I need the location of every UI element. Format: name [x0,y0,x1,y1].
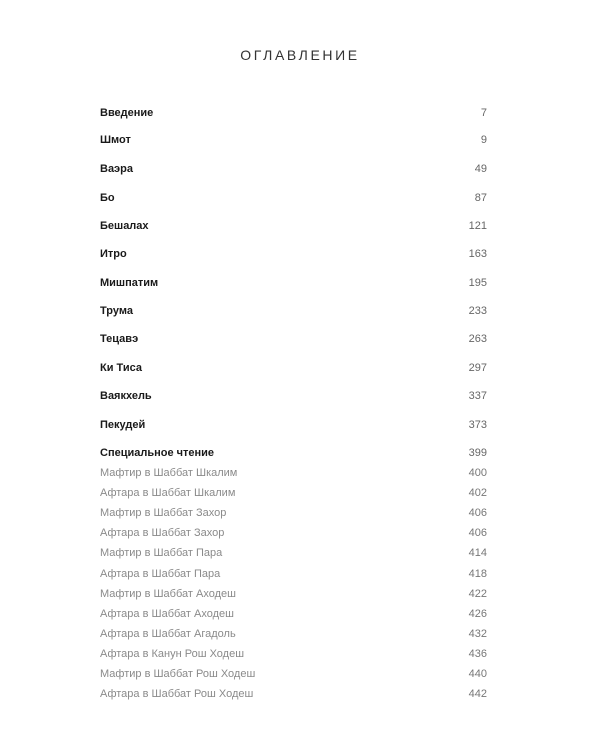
toc-entry[interactable] [100,104,487,122]
dot-leader [157,104,465,122]
toc-entry-page-number: 400 [468,467,487,479]
toc-entry-page-number: 440 [468,668,487,680]
toc-entry-title: Мафтир в Шаббат Аходеш [100,585,240,603]
toc-entry-page-number: 406 [468,507,487,519]
toc-entry-title: Тецавэ [100,330,142,348]
toc-entry[interactable] [100,131,487,149]
toc-entry-title: Афтара в Шаббат Шкалим [100,484,239,502]
toc-entry[interactable] [100,302,487,320]
toc-entry-title: Афтара в Шаббат Агадоль [100,625,240,643]
toc-entry-page-number: 49 [474,163,487,175]
dot-leader [259,665,464,683]
dot-leader [224,565,464,583]
toc-entry[interactable] [100,565,487,583]
toc-entry-page-number: 7 [480,107,487,119]
toc-entry-page-number: 9 [480,134,487,146]
toc-entry[interactable] [100,387,487,405]
toc-entry-title: Мафтир в Шаббат Пара [100,544,226,562]
toc-entry-title: Афтара в Шаббат Захор [100,524,228,542]
toc-entry-title: Мафтир в Шаббат Шкалим [100,464,241,482]
toc-entry[interactable] [100,330,487,348]
dot-leader [239,484,464,502]
toc-entry-page-number: 337 [468,390,487,402]
toc-entry[interactable] [100,217,487,235]
toc-entry-title: Трума [100,302,137,320]
toc-entry[interactable] [100,524,487,542]
toc-entry[interactable] [100,544,487,562]
toc-entry-page-number: 399 [468,447,487,459]
toc-entry-page-number: 414 [468,547,487,559]
toc-entry-page-number: 442 [468,688,487,700]
toc-entry[interactable] [100,625,487,643]
toc-entry-title: Афтара в Шаббат Аходеш [100,605,238,623]
toc-entry-title: Ваякхель [100,387,156,405]
toc-entry-title: Шмот [100,131,135,149]
toc-entry-title: Афтара в Канун Рош Ходеш [100,645,248,663]
dot-leader [162,274,464,292]
dot-leader [230,504,464,522]
dot-leader [119,189,465,207]
dot-leader [131,245,465,263]
toc-entry[interactable] [100,359,487,377]
toc-entry-title: Бешалах [100,217,153,235]
toc-entry-title: Бо [100,189,119,207]
toc-entry-title: Пекудей [100,416,149,434]
toc-entry[interactable] [100,585,487,603]
dot-leader [135,131,465,149]
toc-entry[interactable] [100,416,487,434]
toc-entry-page-number: 373 [468,419,487,431]
toc-entry[interactable] [100,685,487,703]
dot-leader [238,605,465,623]
page-title: ОГЛАВЛЕНИЕ [240,47,360,63]
toc-entry[interactable] [100,605,487,623]
toc-entry-page-number: 436 [468,648,487,660]
dot-leader [137,302,465,320]
toc-entry-page-number: 406 [468,527,487,539]
toc-entry-title: Ваэра [100,160,137,178]
toc-entry-page-number: 422 [468,588,487,600]
toc-entry-title: Введение [100,104,157,122]
toc-entry-page-number: 297 [468,362,487,374]
dot-leader [248,645,465,663]
dot-leader [137,160,465,178]
dot-leader [241,464,464,482]
toc-entry-title: Мишпатим [100,274,162,292]
toc-entry-title: Специальное чтение [100,444,218,462]
dot-leader [142,330,465,348]
toc-entry-title: Итро [100,245,131,263]
toc-entry-page-number: 263 [468,333,487,345]
toc-entry[interactable] [100,464,487,482]
dot-leader [228,524,464,542]
dot-leader [149,416,464,434]
toc-entry-page-number: 233 [468,305,487,317]
toc-entry-page-number: 402 [468,487,487,499]
toc-entry[interactable] [100,189,487,207]
toc-entry-page-number: 195 [468,277,487,289]
toc-entry[interactable] [100,484,487,502]
toc-entry[interactable] [100,504,487,522]
toc-entry-title: Мафтир в Шаббат Захор [100,504,230,522]
toc-entry[interactable] [100,160,487,178]
toc-entry[interactable] [100,245,487,263]
toc-entry-page-number: 426 [468,608,487,620]
toc-entry[interactable] [100,665,487,683]
toc-entry-title: Мафтир в Шаббат Рош Ходеш [100,665,259,683]
dot-leader [146,359,465,377]
dot-leader [153,217,465,235]
dot-leader [218,444,465,462]
toc-entry-page-number: 418 [468,568,487,580]
dot-leader [226,544,464,562]
toc-entry[interactable] [100,274,487,292]
toc-entry-page-number: 163 [468,248,487,260]
dot-leader [240,625,465,643]
toc-entry-title: Афтара в Шаббат Пара [100,565,224,583]
toc-entry[interactable] [100,444,487,462]
toc-entry-page-number: 432 [468,628,487,640]
toc-entry-page-number: 121 [468,220,487,232]
toc-entry[interactable] [100,645,487,663]
toc-entry-title: Ки Тиса [100,359,146,377]
toc-entry-page-number: 87 [474,192,487,204]
dot-leader [156,387,465,405]
dot-leader [257,685,464,703]
dot-leader [240,585,465,603]
table-of-contents [100,0,487,750]
toc-entry-title: Афтара в Шаббат Рош Ходеш [100,685,257,703]
